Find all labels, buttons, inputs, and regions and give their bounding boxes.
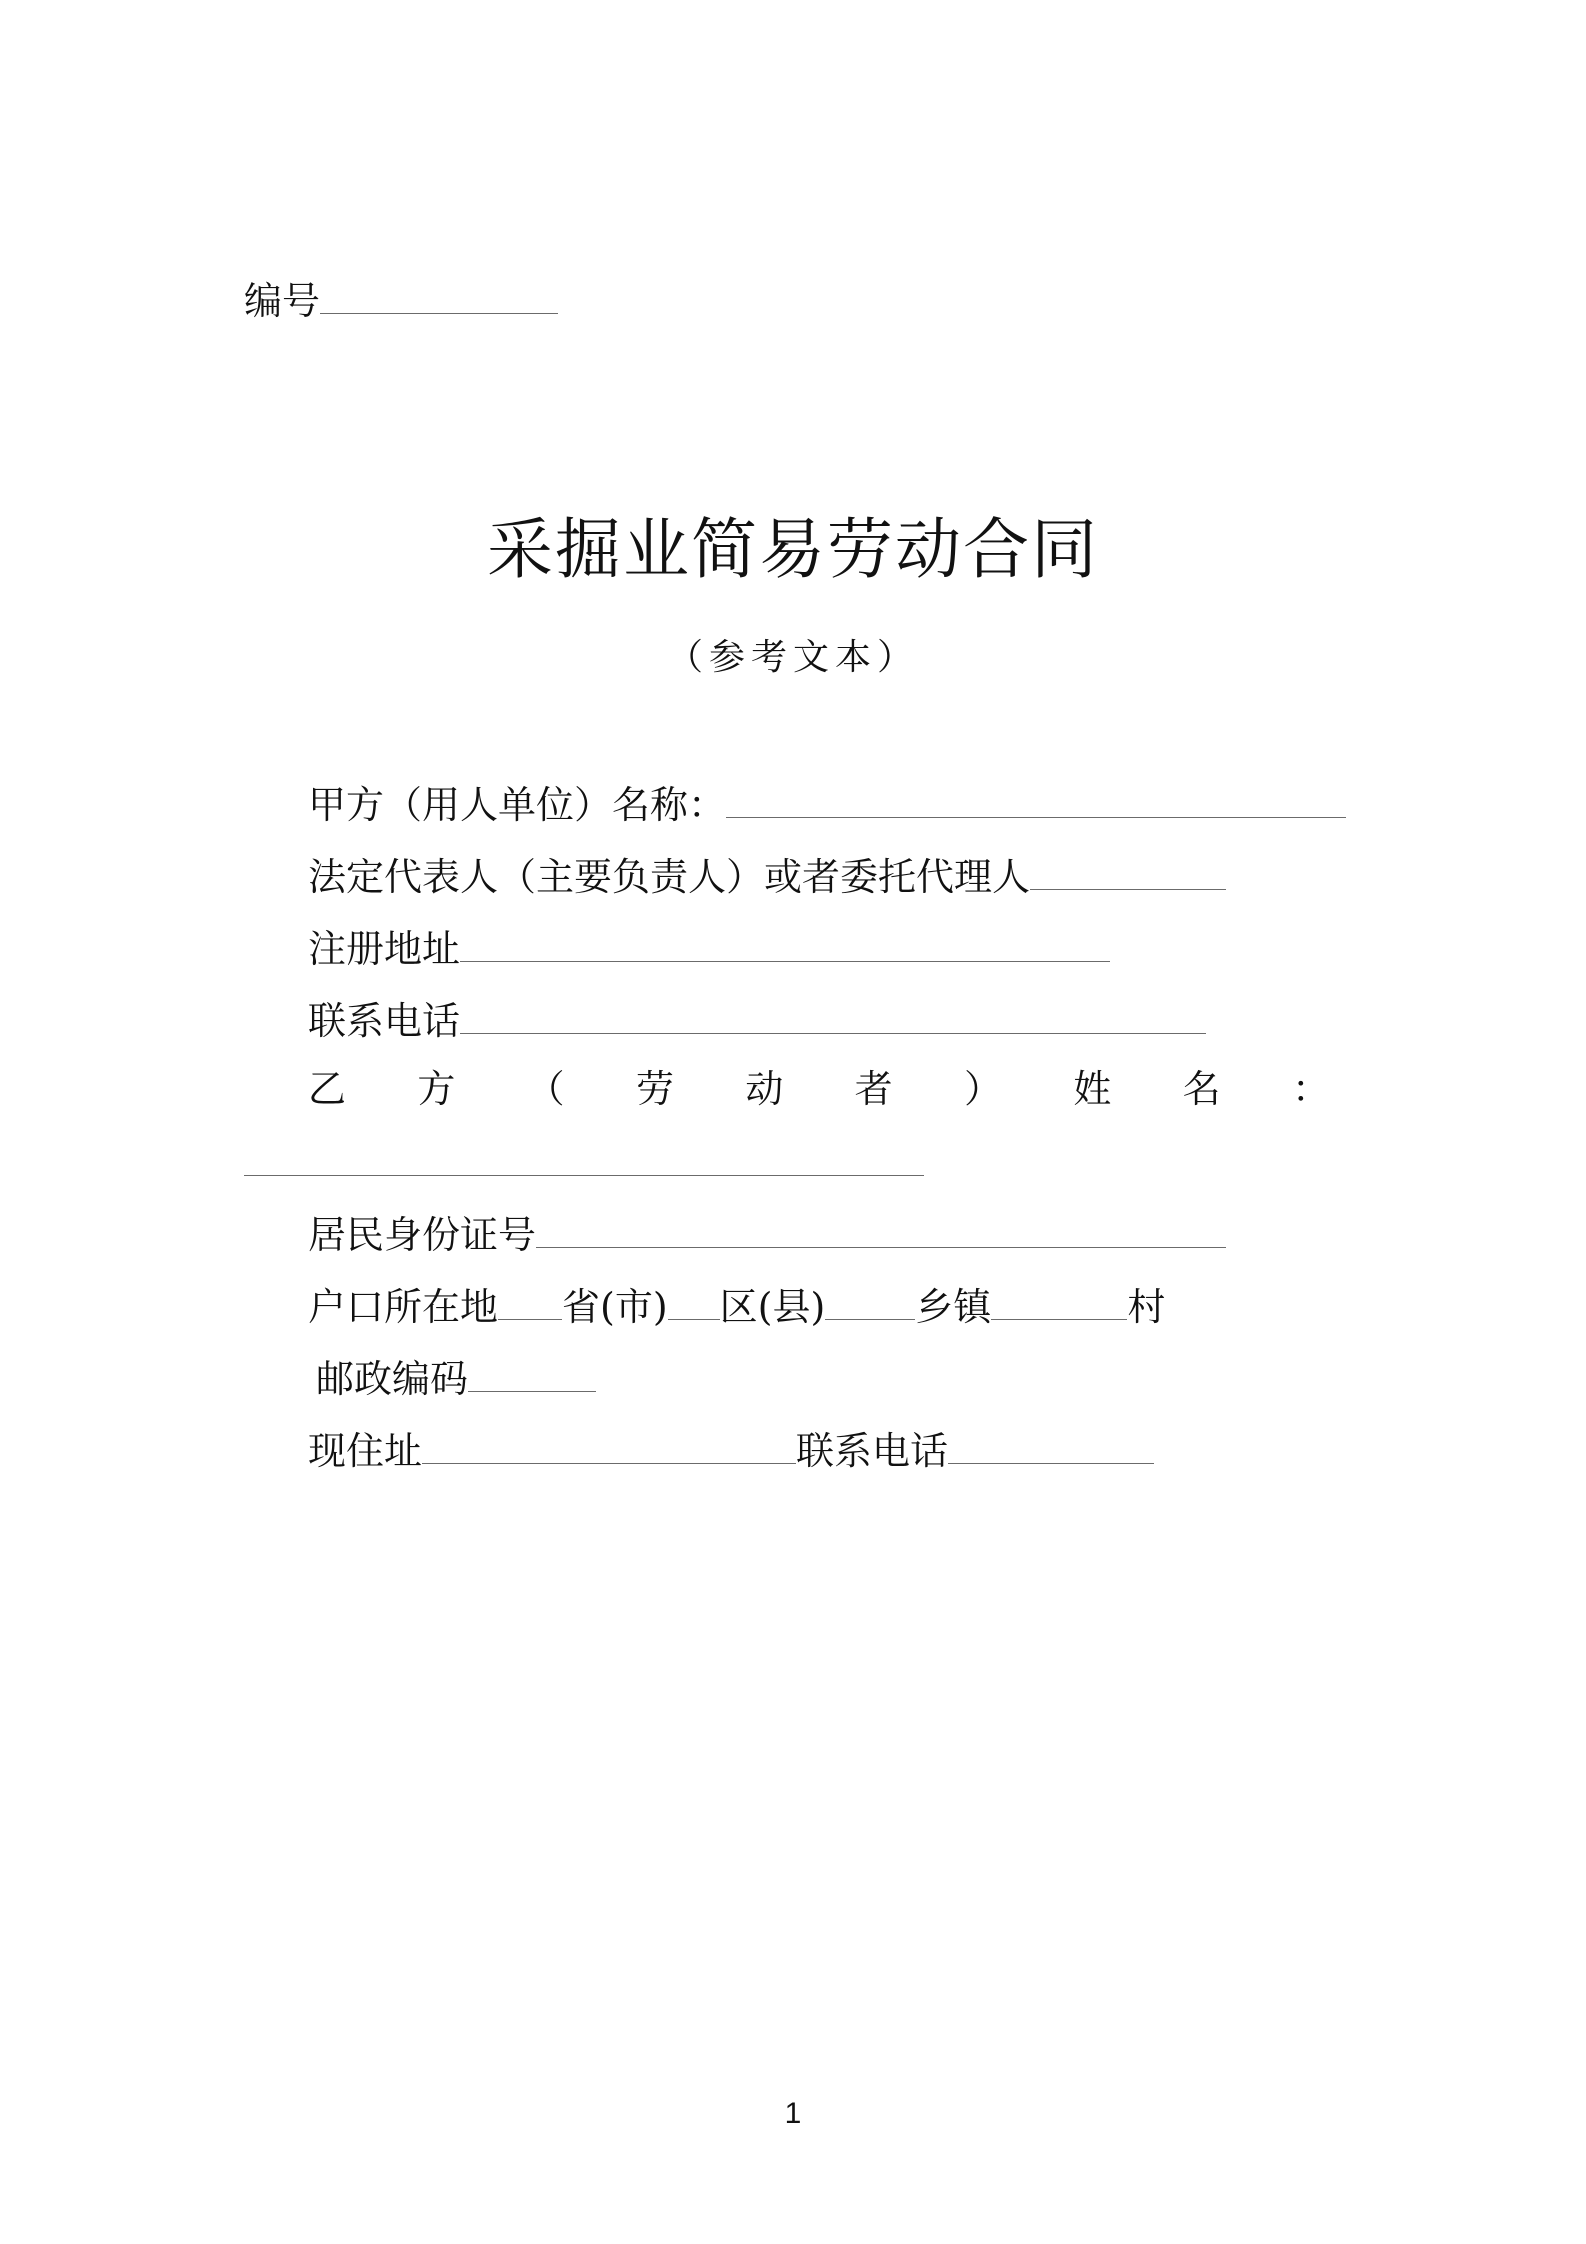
party-b-phone-field[interactable] bbox=[948, 1429, 1154, 1464]
household-township-field[interactable] bbox=[991, 1285, 1127, 1320]
party-b-postcode-row bbox=[316, 1356, 596, 1402]
party-a-representative-field[interactable] bbox=[1030, 855, 1226, 890]
party-a-phone-field[interactable] bbox=[460, 999, 1206, 1034]
party-b-id-field[interactable] bbox=[536, 1213, 1226, 1248]
party-b-name-char: 姓 bbox=[1073, 1067, 1112, 1111]
household-province-label: 省(市) bbox=[562, 1285, 668, 1329]
party-b-name-char: 劳 bbox=[635, 1067, 674, 1111]
party-a-address-row bbox=[308, 926, 1110, 972]
current-address-field[interactable] bbox=[422, 1429, 796, 1464]
party-a-phone-label: 联系电话 bbox=[308, 999, 461, 1043]
household-label: 户口所在地 bbox=[308, 1285, 499, 1329]
party-b-name-field[interactable] bbox=[244, 1141, 924, 1176]
party-a-representative-label: 法定代表人（主要负责人）或者委托代理人 bbox=[308, 855, 1031, 899]
party-b-name-char: （ bbox=[526, 1067, 565, 1111]
party-b-address-row bbox=[308, 1428, 1154, 1474]
household-province-field[interactable] bbox=[498, 1285, 562, 1320]
postcode-label: 邮政编码 bbox=[316, 1357, 469, 1401]
household-street-field[interactable] bbox=[825, 1285, 915, 1320]
document-number-row bbox=[244, 278, 558, 324]
current-address-label: 现住址 bbox=[308, 1429, 423, 1473]
document-number-label: 编号 bbox=[244, 279, 321, 323]
party-a-name-field[interactable] bbox=[726, 783, 1346, 818]
party-b-name-char: 名 bbox=[1182, 1067, 1221, 1111]
party-b-household-row bbox=[308, 1284, 1165, 1330]
party-b-name-char: ） bbox=[963, 1067, 1002, 1111]
party-b-id-row bbox=[308, 1212, 1226, 1258]
party-b-name-row bbox=[308, 1066, 1330, 1112]
page-number: 1 bbox=[784, 2097, 802, 2130]
postcode-field[interactable] bbox=[468, 1357, 596, 1392]
party-b-name-char: ： bbox=[1291, 1067, 1330, 1111]
party-a-address-label: 注册地址 bbox=[308, 927, 461, 971]
party-b-name-char: 乙 bbox=[308, 1067, 347, 1111]
party-b-name-field-row bbox=[244, 1140, 924, 1186]
party-a-name-row bbox=[308, 782, 1346, 828]
party-b-name-char: 动 bbox=[745, 1067, 784, 1111]
household-township-label: 乡镇 bbox=[915, 1285, 992, 1329]
party-a-representative-row bbox=[308, 854, 1226, 900]
party-a-name-label: 甲方（用人单位）名称： bbox=[308, 783, 727, 827]
contract-title: 采掘业简易劳动合同 bbox=[487, 511, 1099, 588]
household-district-field[interactable] bbox=[668, 1285, 720, 1320]
household-village-label: 村 bbox=[1127, 1285, 1166, 1329]
party-a-phone-row bbox=[308, 998, 1206, 1044]
party-b-phone-label: 联系电话 bbox=[796, 1429, 949, 1473]
contract-subtitle: （参考文本） bbox=[666, 637, 919, 678]
party-b-name-char: 者 bbox=[854, 1067, 893, 1111]
household-district-label: 区(县) bbox=[719, 1285, 826, 1329]
document-number-field[interactable] bbox=[320, 279, 558, 314]
party-b-id-label: 居民身份证号 bbox=[308, 1213, 537, 1257]
party-b-name-char: 方 bbox=[417, 1067, 456, 1111]
party-a-address-field[interactable] bbox=[460, 927, 1110, 962]
